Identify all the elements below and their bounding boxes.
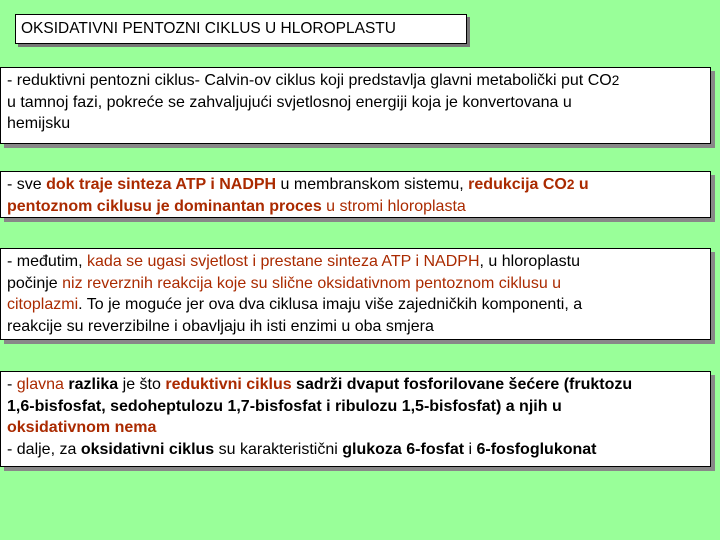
- box3-line-3: citoplazmi. To je moguće jer ova dva ciklusa imaju više zajedničkih komponenti, a: [7, 296, 583, 313]
- box4-line-2: 1,6-bisfosfat, sedoheptulozu 1,7-bisfosfat i ribulozu 1,5-bisfosfat) a njih u: [7, 397, 562, 415]
- box4-line-4: - dalje, za oksidativni ciklus su karakteristični glukoza 6-fosfat i 6-fosfoglukonat: [7, 440, 597, 458]
- box2-line-1: - sve dok traje sinteza ATP i NADPH u membranskom sistemu, redukcija CO2 u: [7, 176, 589, 193]
- text-box-4: [0, 371, 711, 467]
- box3-line-1: - međutim, kada se ugasi svjetlost i prestane sinteza ATP i NADPH, u hloroplastu: [7, 253, 581, 270]
- text-box-2: [0, 171, 711, 218]
- box3-line-2: počinje niz reverznih reakcija koje su slične oksidativnom pentoznom ciklusu u: [7, 274, 562, 292]
- box2-line-2: pentoznom ciklusu je dominantan proces u stromi hloroplasta: [7, 197, 466, 215]
- box4-line-1: - glavna razlika je što reduktivni ciklus sadrži dvaput fosforilovane šećere (fruktozu: [7, 376, 633, 393]
- box4-line-3: oksidativnom nema: [7, 419, 157, 436]
- box3-line-4: reakcije su reverzibilne i obavljaju ih isti enzimi u oba smjera: [7, 317, 434, 335]
- box1-line-3: hemijsku: [7, 115, 71, 132]
- text-box-1: [0, 67, 711, 144]
- box1-line-2: u tamnoj fazi, pokreće se zahvaljujući svjetlosnoj energiji koja je konvertovana u: [7, 93, 572, 111]
- box1-line-1: - reduktivni pentozni ciklus- Calvin-ov ciklus koji predstavlja glavni metabolički put CO2: [7, 72, 620, 89]
- slide-title: OKSIDATIVNI PENTOZNI CIKLUS U HLOROPLASTU: [15, 14, 467, 44]
- text-box-3: [0, 248, 711, 340]
